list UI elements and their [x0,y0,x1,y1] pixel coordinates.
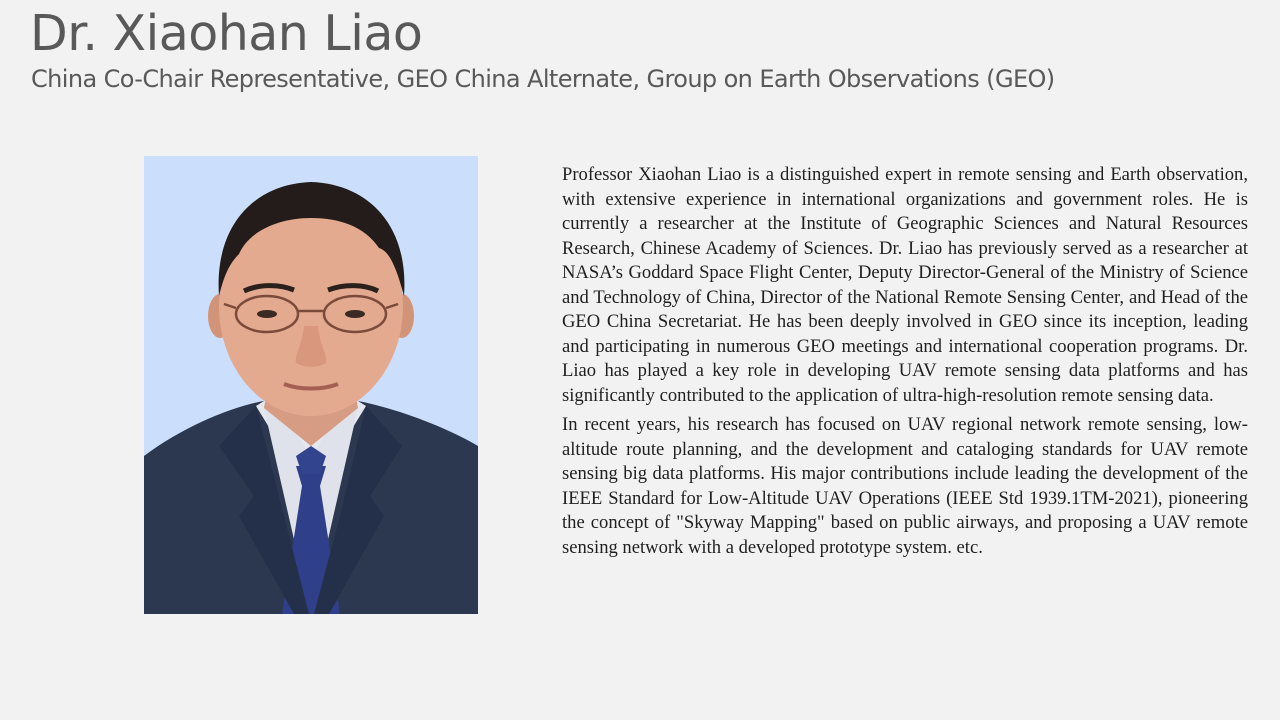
speaker-name: Dr. Xiaohan Liao [30,5,423,62]
portrait-photo [144,156,478,614]
biography [562,163,1248,565]
bio-paragraph-2: In recent years, his research has focused on UAV regional network remote sensing, low-altitude route planning, and the development and cataloging standards for UAV remote sensing big data platforms. His major contributions include leading the development of the IEEE Standard for Low-Altitude UAV Operations (IEEE Std 1939.1TM-2021), pioneering the concept of "Skyway Mapping" based on public airways, and proposing a UAV remote sensing network with a developed prototype system. etc. [562,414,1248,558]
bio-paragraph-1: Professor Xiaohan Liao is a distinguished expert in remote sensing and Earth observation, with extensive experience in international organizations and government roles. He is currently a researcher at the Institute of Geographic Sciences and Natural Resources Research, Chinese Academy of Sciences. Dr. Liao has previously served as a researcher at NASA’s Goddard Space Flight Center, Deputy Director-General of the Ministry of Science and Technology of China, Director of the National Remote Sensing Center, and Head of the GEO China Secretariat. He has been deeply involved in GEO since its inception, leading and participating in numerous GEO meetings and international cooperation programs. Dr. Liao has played a key role in developing UAV remote sensing data platforms and has significantly contributed to the application of ultra-high-resolution remote sensing data. [562,164,1248,406]
speaker-position: China Co-Chair Representative, GEO China Alternate, Group on Earth Observations (GEO) [31,65,1055,93]
